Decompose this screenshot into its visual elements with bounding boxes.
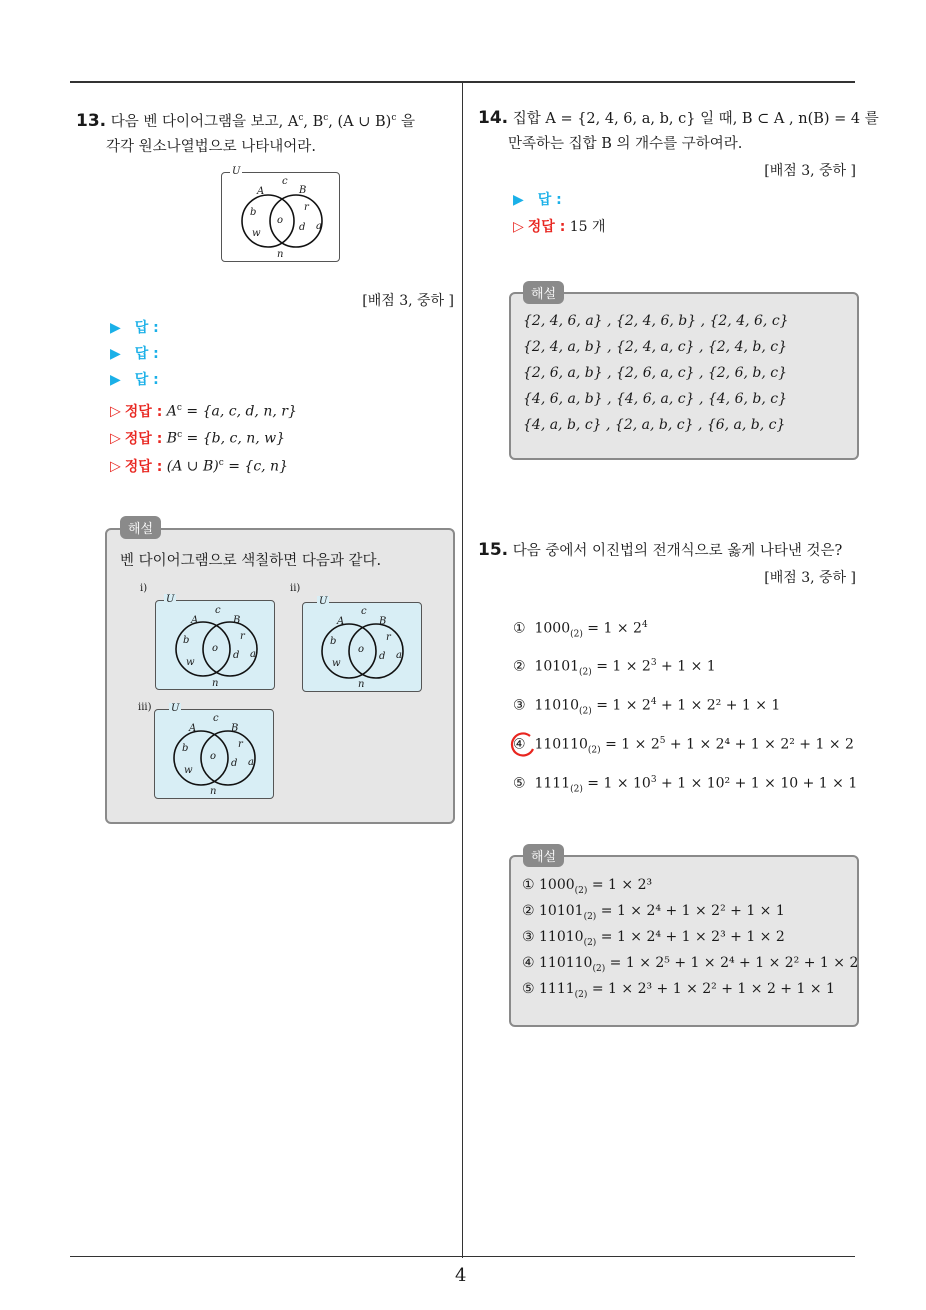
question-number: 14. xyxy=(478,108,509,128)
play-icon: ▶ xyxy=(110,372,121,388)
explanation-line: ① $1000_{(2)} = 1 \times 2^3$ xyxy=(522,877,653,896)
explanation-tab: 해설 xyxy=(120,516,161,539)
label-A: A xyxy=(257,186,265,197)
venn-diagram: U A B c b o r w d a n xyxy=(221,172,340,262)
question-14 xyxy=(478,106,879,157)
venn-diagram-shaded: U A B c b o r w d a n xyxy=(154,709,274,799)
play-icon: ▶ xyxy=(513,192,524,208)
correct-answer-row: ▷ 정답 : (A ∪ B)$^c$ = {c, n} xyxy=(110,458,288,475)
choice-4[interactable]: ④ $110110_{(2)} = 1 \times 2^5 + 1 \times 2^4 + 1 \times 2^2 + 1 \times 2$ xyxy=(513,736,854,756)
sub-label: iii) xyxy=(138,702,152,713)
explanation-line: ② $10101_{(2)} = 1 \times 2^4 + 1 \times 2^2 + 1 \times 1$ xyxy=(522,903,785,922)
subset-line: {2, 6, a, b} , {2, 6, a, c} , {2, 6, b, c} xyxy=(523,365,787,381)
correct-answer-row: ▷ 정답 : $A^c = \{a$, c, d, n, r} xyxy=(110,403,297,420)
answer-row[interactable]: ▶ 답 : xyxy=(110,346,159,362)
sub-label: ii) xyxy=(290,583,301,594)
outline-triangle-icon: ▷ xyxy=(513,219,524,235)
question-text-line1: 집합 A = {2, 4, 6, a, b, c} 일 때, B ⊂ A , n(B) = 4 를 xyxy=(512,111,879,127)
page-number: 4 xyxy=(455,1265,467,1286)
answer-row[interactable]: ▶ 답 : xyxy=(110,320,159,336)
label-B: B xyxy=(299,185,307,196)
choice-5[interactable]: ⑤ $1111_{(2)} = 1 \times 10^3 + 1 \times 10^2 + 1 \times 10 + 1 \times 1$ xyxy=(513,775,858,795)
choice-1[interactable]: ① $1000_{(2)} = 1 \times 2^4$ xyxy=(513,620,648,640)
explanation-tab: 해설 xyxy=(523,281,564,304)
choice-2[interactable]: ② $10101_{(2)} = 1 \times 2^3 + 1 \times 1$ xyxy=(513,658,716,678)
question-number: 13. xyxy=(76,110,107,131)
explanation-line: ④ $110110_{(2)} = 1 \times 2^5 + 1 \times 2^4 + 1 \times 2^2 + 1 \times 2$ xyxy=(522,955,859,974)
label-U: U xyxy=(232,166,241,177)
question-text: 다음 중에서 이진법의 전개식으로 옳게 나타낸 것은? xyxy=(512,543,843,559)
subset-line: {2, 4, a, b} , {2, 4, a, c} , {2, 4, b, c} xyxy=(523,339,787,355)
question-text-line2: 각각 원소나열법으로 나타내어라. xyxy=(106,138,316,155)
outline-triangle-icon: ▷ xyxy=(110,430,121,447)
column-divider xyxy=(462,83,463,1258)
play-icon: ▶ xyxy=(110,320,121,336)
subset-line: {4, 6, a, b} , {4, 6, a, c} , {4, 6, b, c} xyxy=(523,391,787,407)
answer-row[interactable]: ▶ 답 : xyxy=(110,372,159,388)
selected-circle-mark xyxy=(508,731,538,761)
answer-row[interactable]: ▶ 답 : xyxy=(513,192,562,208)
score-label: [배점 3, 중하 ] xyxy=(362,293,454,309)
bottom-rule xyxy=(70,1256,855,1257)
subset-line: {2, 4, 6, a} , {2, 4, 6, b} , {2, 4, 6, c} xyxy=(523,313,789,329)
question-number: 15. xyxy=(478,540,509,560)
question-text-line1: 다음 벤 다이어그램을 보고, A xyxy=(110,113,299,130)
explanation-line: ③ $11010_{(2)} = 1 \times 2^4 + 1 \times 2^3 + 1 \times 2$ xyxy=(522,929,785,948)
venn-diagram-shaded: U A B c b o r w d a n xyxy=(155,600,275,690)
choice-3[interactable]: ③ $11010_{(2)} = 1 \times 2^4 + 1 \times 2^2 + 1 \times 1$ xyxy=(513,697,781,717)
venn-diagram-shaded: U A B c b o r w d a n xyxy=(302,602,422,692)
score-label: [배점 3, 중하 ] xyxy=(764,570,856,586)
correct-answer-row: ▷ 정답 : 15 개 xyxy=(513,219,606,235)
question-text-line2: 만족하는 집합 B 의 개수를 구하여라. xyxy=(508,136,743,152)
subset-line: {4, a, b, c} , {2, a, b, c} , {6, a, b, c} xyxy=(523,417,786,433)
score-label: [배점 3, 중하 ] xyxy=(764,163,856,179)
outline-triangle-icon: ▷ xyxy=(110,403,121,420)
question-13: 13. 다음 벤 다이어그램을 보고, $A^c$, $B^c$, (A ∪ B)$^c$ 을 각각 원소나열법으로 나타내어라. xyxy=(76,106,458,160)
sub-label: i) xyxy=(140,583,148,594)
explanation-line: ⑤ $1111_{(2)} = 1 \times 2^3 + 1 \times 2^2 + 1 \times 2 + 1 \times 1$ xyxy=(522,981,835,1000)
explanation-text: 벤 다이어그램으로 색칠하면 다음과 같다. xyxy=(120,553,382,569)
play-icon: ▶ xyxy=(110,346,121,362)
explanation-tab: 해설 xyxy=(523,844,564,867)
outline-triangle-icon: ▷ xyxy=(110,458,121,475)
correct-answer-row: ▷ 정답 : $B^c = \{b$, c, n, w} xyxy=(110,430,286,447)
question-15 xyxy=(478,538,842,564)
